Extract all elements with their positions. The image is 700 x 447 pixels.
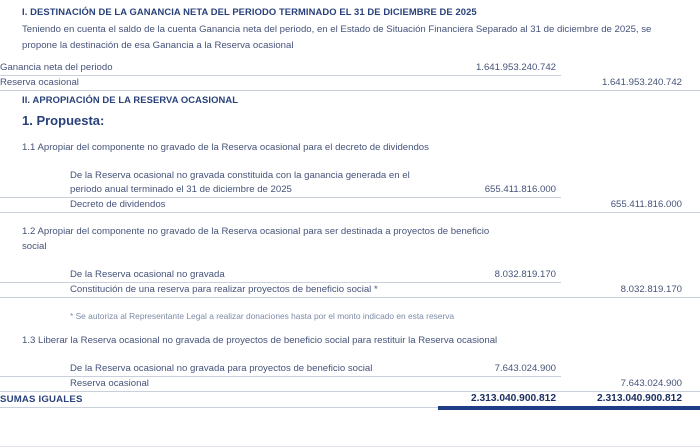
row-label: Decreto de dividendos — [0, 197, 438, 212]
row-credit-amount: 655.411.816.000 — [561, 197, 700, 212]
section-1-heading: I. DESTINACIÓN DE LA GANANCIA NETA DEL PERIODO TERMINADO EL 31 DE DICIEMBRE DE 2025 — [22, 6, 477, 17]
row-label: De la Reserva ocasional no gravada para proyectos de beneficio social — [0, 362, 438, 377]
table-row — [0, 376, 700, 391]
totals-credit-amount: 2.313.040.900.812 — [561, 391, 700, 408]
table-row — [0, 282, 700, 297]
row-debit-amount — [438, 376, 561, 391]
row-label: Reserva ocasional — [0, 376, 438, 391]
row-debit-amount: 7.643.024.900 — [438, 362, 561, 377]
ledger-table-section-1 — [0, 53, 700, 91]
ledger-table-clause-1-3 — [0, 358, 700, 410]
table-row — [0, 197, 700, 212]
table-row — [0, 61, 700, 76]
clause-1-3-text: 1.3 Liberar la Reserva ocasional no gravada de proyectos de beneficio social para restituir la Reserva ocasional — [22, 334, 498, 346]
totals-label: SUMAS IGUALES — [0, 391, 438, 408]
row-credit-amount — [561, 169, 700, 198]
row-label: Constitución de una reserva para realizar proyectos de beneficio social * — [0, 282, 438, 297]
totals-row — [0, 391, 700, 408]
row-debit-amount — [438, 197, 561, 212]
totals-debit-amount: 2.313.040.900.812 — [438, 391, 561, 408]
row-label: Reserva ocasional — [0, 76, 438, 91]
row-label: Ganancia neta del periodo — [0, 61, 438, 76]
proposal-subheading: 1. Propuesta: — [22, 113, 105, 128]
row-label: De la Reserva ocasional no gravada — [0, 268, 438, 283]
row-credit-amount — [561, 362, 700, 377]
row-credit-amount — [561, 268, 700, 283]
row-label: De la Reserva ocasional no gravada constituida con la ganancia generada en el periodo anual terminado el 31 de diciembre de 2025 — [0, 169, 438, 198]
clause-1-2-text: 1.2 Apropiar del componente no gravado de la Reserva ocasional para ser destinada a proyectos de beneficio social — [22, 226, 490, 252]
section-2-heading: II. APROPIACIÓN DE LA RESERVA OCASIONAL — [22, 94, 239, 105]
ledger-table-clause-1-2 — [0, 264, 700, 298]
row-debit-amount: 1.641.953.240.742 — [438, 61, 561, 76]
table-row — [0, 362, 700, 377]
row-debit-amount: 655.411.816.000 — [438, 169, 561, 198]
reserve-footnote: * Se autoriza al Representante Legal a realizar donaciones hasta por el monto indicado en esta reserva — [70, 311, 455, 322]
row-debit-amount — [438, 76, 561, 91]
ledger-table-clause-1-1 — [0, 165, 700, 213]
row-credit-amount: 7.643.024.900 — [561, 376, 700, 391]
row-debit-amount: 8.032.819.170 — [438, 268, 561, 283]
table-row — [0, 76, 700, 91]
row-debit-amount — [438, 282, 561, 297]
clause-1-1-text: 1.1 Apropiar del componente no gravado de la Reserva ocasional para el decreto de dividendos — [22, 141, 429, 153]
row-credit-amount — [561, 61, 700, 76]
section-1-intro-paragraph: Teniendo en cuenta el saldo de la cuenta Ganancia neta del periodo, en el Estado de Situación Financiera Separado al 31 de diciembre de 2025, se propone la destinación de esa Ganancia a la Reserva ocasional — [22, 24, 652, 51]
row-credit-amount: 1.641.953.240.742 — [561, 76, 700, 91]
row-credit-amount: 8.032.819.170 — [561, 282, 700, 297]
table-row — [0, 268, 700, 283]
table-row — [0, 169, 700, 198]
